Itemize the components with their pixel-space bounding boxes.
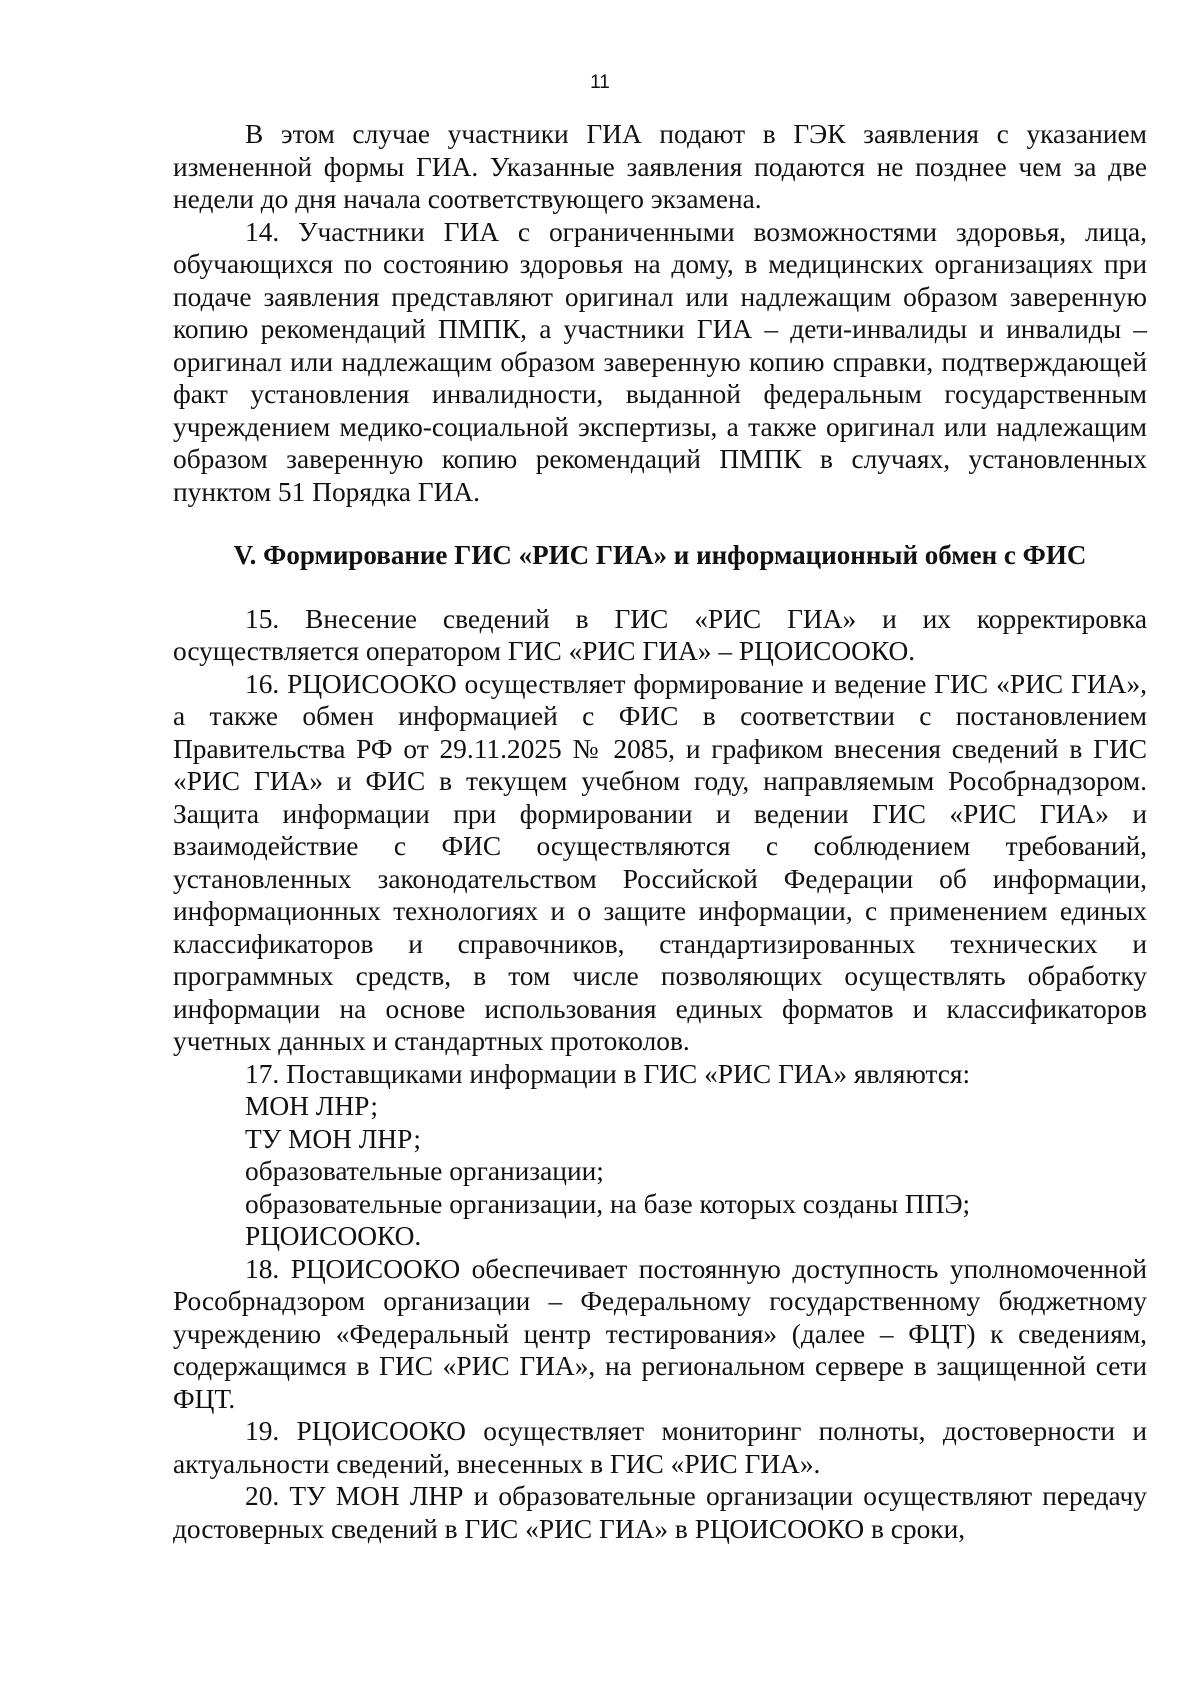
supplier-item: МОН ЛНР; [245,1091,378,1121]
section-heading: V. Формирование ГИС «РИС ГИА» и информационный обмен с ФИС [233,540,1087,570]
paragraph-16: 16. РЦОИСООКО осуществляет формирование и ведение ГИС «РИС ГИА», а также обмен информацией с ФИС в соответствии с постановлением Правительства РФ от 29.11.2025 № 2085, и графиком внесения сведений в ГИС «РИС ГИА» и ФИС в текущем учебном году, направляемым Рособрнадзором. Защита информации при формировании и ведении ГИС «РИС ГИА» и взаимодействие с ФИС осуществляются с соблюдением требований, установленных законодательством Российской Федерации об информации, информационных технологиях и о защите информации, с применением единых классификаторов и справочников, стандартизированных технических и программных средств, в том числе позволяющих осуществлять обработку информации на основе использования единых форматов и классификаторов учетных данных и стандартных протоколов. [173,668,1147,1056]
paragraph-20: 20. ТУ МОН ЛНР и образовательные организации осуществляют передачу достоверных сведений в ГИС «РИС ГИА» в РЦОИСООКО в сроки, [173,1481,1147,1544]
supplier-item: образовательные организации, на базе которых созданы ППЭ; [245,1188,971,1219]
supplier-item: образовательные организации; [245,1156,604,1186]
page-number: 11 [590,72,610,93]
paragraph-changed-form: В этом случае участники ГИА подают в ГЭК заявления с указанием измененной формы ГИА. Указанные заявления подаются не позднее чем за две недели до дня начала соответствующего экзамена. [173,119,1147,214]
document-body [173,118,1147,1545]
paragraph-19: 19. РЦОИСООКО осуществляет мониторинг полноты, достоверности и актуальности сведений, внесенных в ГИС «РИС ГИА». [173,1416,1147,1479]
paragraph-14: 14. Участники ГИА с ограниченными возможностями здоровья, лица, обучающихся по состоянию здоровья на дому, в медицинских организациях при подаче заявления представляют оригинал или надлежащим образом заверенную копию рекомендаций ПМПК, а участники ГИА – дети-инвалиды и инвалиды – оригинал или надлежащим образом заверенную копию справки, подтверждающей факт установления инвалидности, выданной федеральным государственным учреждением медико-социальной экспертизы, а также оригинал или надлежащим образом заверенную копию рекомендаций ПМПК в случаях, установленных пунктом 51 Порядка ГИА. [173,216,1147,507]
paragraph-15: 15. Внесение сведений в ГИС «РИС ГИА» и их корректировка осуществляется оператором ГИС «РИС ГИА» – РЦОИСООКО. [173,603,1147,666]
paragraph-18: 18. РЦОИСООКО обеспечивает постоянную доступность уполномоченной Рособрнадзором организации – Федеральному государственному бюджетному учреждению «Федеральный центр тестирования» (далее – ФЦТ) к сведениям, содержащимся в ГИС «РИС ГИА», на региональном сервере в защищенной сети ФЦТ. [173,1253,1147,1414]
supplier-item: РЦОИСООКО. [245,1221,422,1251]
supplier-item: ТУ МОН ЛНР; [245,1123,421,1154]
paragraph-17: 17. Поставщиками информации в ГИС «РИС ГИА» являются: [245,1058,971,1089]
